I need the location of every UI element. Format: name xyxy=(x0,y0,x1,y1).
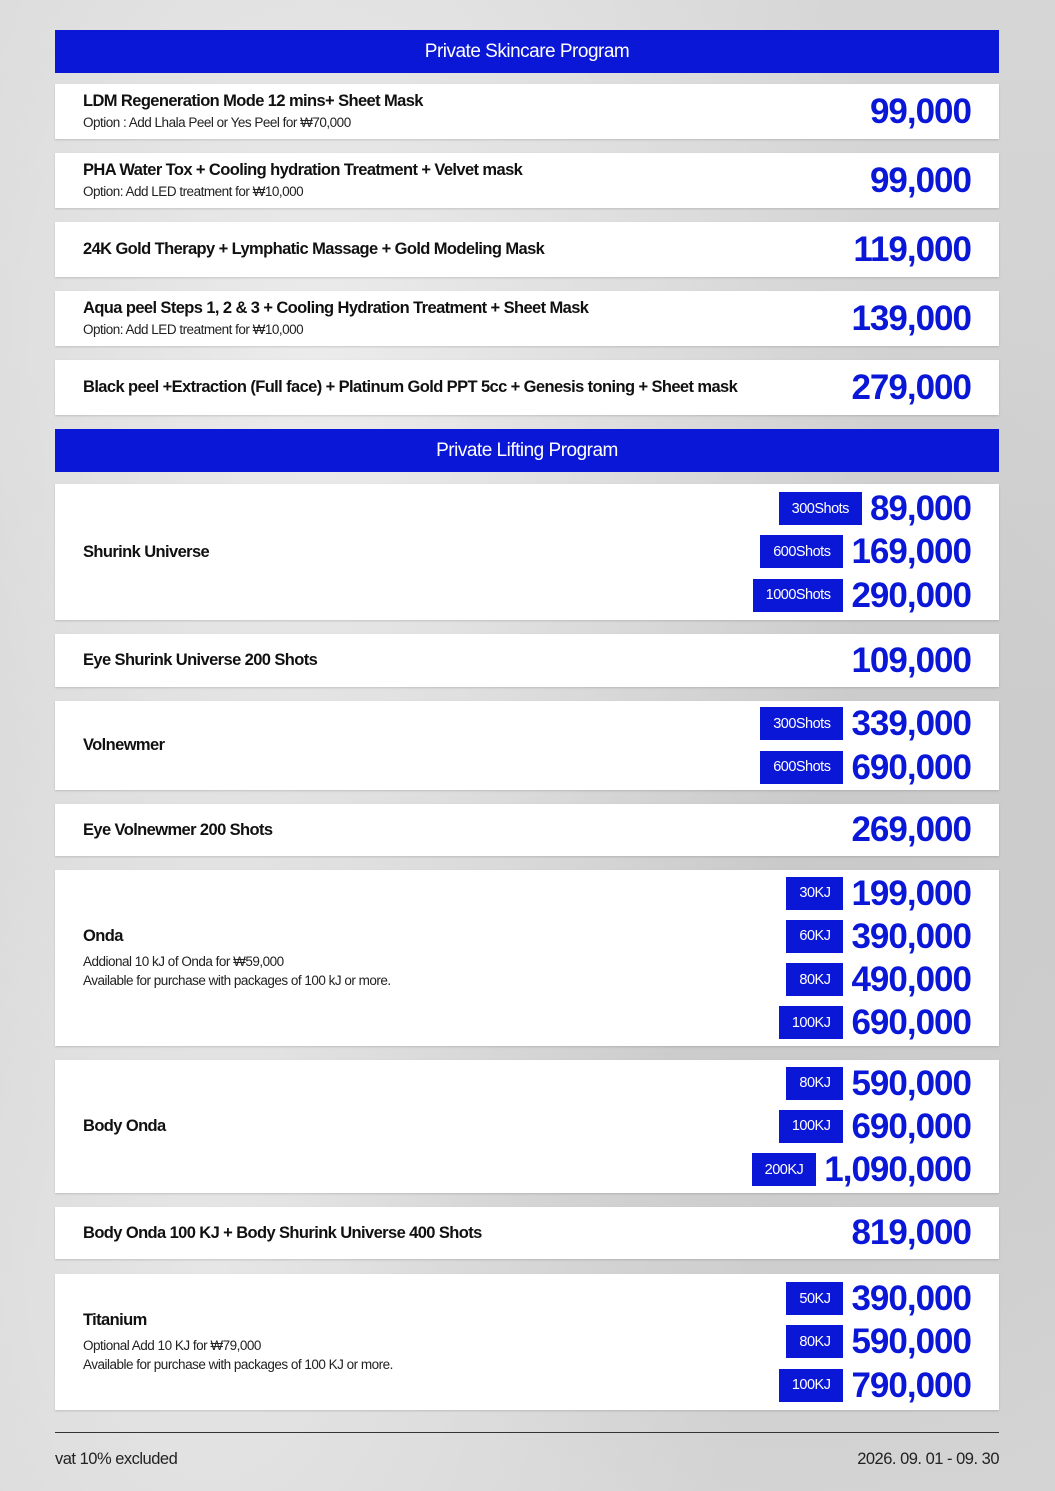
item-title: Onda xyxy=(83,926,123,945)
validity-period: 2026. 09. 01 - 09. 30 xyxy=(857,1450,999,1468)
tier-badge: 200KJ xyxy=(752,1153,817,1186)
item-title: Eye Shurink Universe 200 Shots xyxy=(83,651,318,669)
price-tier xyxy=(753,574,971,617)
tier-price: 89,000 xyxy=(869,489,971,529)
skincare-header-label: Private Skincare Program xyxy=(424,40,630,62)
item-title: PHA Water Tox + Cooling hydration Treatment + Velvet mask xyxy=(83,160,523,179)
tier-badge: 600Shots xyxy=(760,751,843,784)
skincare-item-blackpeel xyxy=(55,360,999,415)
item-price: 139,000 xyxy=(851,298,971,338)
price-tier xyxy=(779,1105,971,1148)
lifting-item-titanium xyxy=(55,1274,999,1410)
item-price: 279,000 xyxy=(851,367,971,407)
item-title: Titanium xyxy=(83,1310,147,1329)
lifting-header-label: Private Lifting Program xyxy=(436,439,618,461)
price-tiers xyxy=(779,1274,971,1410)
price-tier xyxy=(760,702,971,745)
item-price: 109,000 xyxy=(851,640,971,680)
tier-badge: 300Shots xyxy=(779,492,862,525)
item-title: Body Onda 100 KJ + Body Shurink Universe 400 Shots xyxy=(83,1223,482,1242)
item-price: 269,000 xyxy=(851,810,971,849)
price-tier xyxy=(779,1364,971,1407)
lifting-item-body-onda xyxy=(55,1060,999,1193)
tier-badge: 60KJ xyxy=(786,920,843,953)
price-tier xyxy=(786,1320,971,1363)
lifting-item-eye-volnewmer xyxy=(55,804,999,856)
price-tiers xyxy=(760,701,971,790)
tier-badge: 300Shots xyxy=(760,707,843,740)
item-price: 819,000 xyxy=(851,1213,971,1252)
tier-badge: 100KJ xyxy=(779,1110,844,1143)
lifting-section-header xyxy=(55,429,999,472)
item-note: Option : Add Lhala Peel or Yes Peel for ₩70,000 xyxy=(83,114,351,130)
item-title: Black peel +Extraction (Full face) + Platinum Gold PPT 5cc + Genesis toning + Sheet mask xyxy=(83,378,738,396)
item-price: 99,000 xyxy=(869,91,971,131)
tier-price: 790,000 xyxy=(851,1365,971,1405)
price-tier xyxy=(760,746,971,789)
skincare-section-header xyxy=(55,30,999,73)
item-title: Body Onda xyxy=(83,1117,166,1135)
price-tier xyxy=(786,1277,971,1320)
tier-price: 590,000 xyxy=(851,1063,971,1103)
item-title: Eye Volnewmer 200 Shots xyxy=(83,820,273,839)
tier-price: 590,000 xyxy=(851,1322,971,1362)
skincare-item-pha xyxy=(55,153,999,208)
item-price: 99,000 xyxy=(869,160,971,200)
tier-badge: 80KJ xyxy=(786,1067,843,1100)
tier-price: 690,000 xyxy=(851,1003,971,1043)
price-tier xyxy=(786,871,971,914)
tier-price: 339,000 xyxy=(851,704,971,744)
tier-badge: 80KJ xyxy=(786,1325,843,1358)
price-tier xyxy=(752,1148,971,1191)
skincare-item-gold xyxy=(55,222,999,277)
price-tier xyxy=(779,487,971,530)
tier-price: 169,000 xyxy=(851,532,971,572)
lifting-item-shurink xyxy=(55,484,999,620)
price-tiers xyxy=(752,1060,971,1193)
item-title: LDM Regeneration Mode 12 mins+ Sheet Mask xyxy=(83,91,423,110)
price-tier xyxy=(760,530,971,573)
vat-note: vat 10% excluded xyxy=(55,1450,178,1468)
item-note: Addional 10 kJ of Onda for ₩59,000 xyxy=(83,953,284,969)
tier-price: 490,000 xyxy=(851,960,971,1000)
tier-badge: 50KJ xyxy=(786,1282,843,1315)
lifting-item-onda xyxy=(55,870,999,1046)
skincare-item-aqua xyxy=(55,291,999,346)
item-title: 24K Gold Therapy + Lymphatic Massage + Gold Modeling Mask xyxy=(83,240,545,258)
lifting-item-body-combo xyxy=(55,1207,999,1259)
tier-badge: 1000Shots xyxy=(753,579,844,612)
skincare-item-ldm xyxy=(55,84,999,139)
item-title: Volnewmer xyxy=(83,736,165,754)
tier-badge: 600Shots xyxy=(760,535,843,568)
item-note: Optional Add 10 KJ for ₩79,000 xyxy=(83,1337,261,1353)
footer-divider xyxy=(55,1432,999,1433)
lifting-item-eye-shurink xyxy=(55,634,999,687)
price-tier xyxy=(779,1001,971,1044)
price-tier xyxy=(786,1062,971,1105)
lifting-item-volnewmer xyxy=(55,701,999,790)
item-title: Aqua peel Steps 1, 2 & 3 + Cooling Hydration Treatment + Sheet Mask xyxy=(83,298,589,317)
price-tiers xyxy=(779,870,971,1046)
item-note: Available for purchase with packages of 100 kJ or more. xyxy=(83,972,391,988)
item-title: Shurink Universe xyxy=(83,542,210,561)
price-tier xyxy=(786,958,971,1001)
price-tiers xyxy=(753,484,971,620)
item-note: Option: Add LED treatment for ₩10,000 xyxy=(83,183,304,199)
tier-price: 690,000 xyxy=(851,1106,971,1146)
tier-price: 390,000 xyxy=(851,916,971,956)
tier-badge: 30KJ xyxy=(786,877,843,910)
tier-price: 1,090,000 xyxy=(824,1150,971,1190)
tier-price: 390,000 xyxy=(851,1279,971,1319)
tier-badge: 80KJ xyxy=(786,963,843,996)
tier-price: 199,000 xyxy=(851,873,971,913)
tier-badge: 100KJ xyxy=(779,1006,844,1039)
item-note: Option: Add LED treatment for ₩10,000 xyxy=(83,321,304,337)
item-note: Available for purchase with packages of 100 KJ or more. xyxy=(83,1356,393,1372)
tier-price: 690,000 xyxy=(851,747,971,787)
tier-price: 290,000 xyxy=(851,575,971,615)
tier-badge: 100KJ xyxy=(779,1369,844,1402)
price-tier xyxy=(786,915,971,958)
item-price: 119,000 xyxy=(853,229,971,269)
